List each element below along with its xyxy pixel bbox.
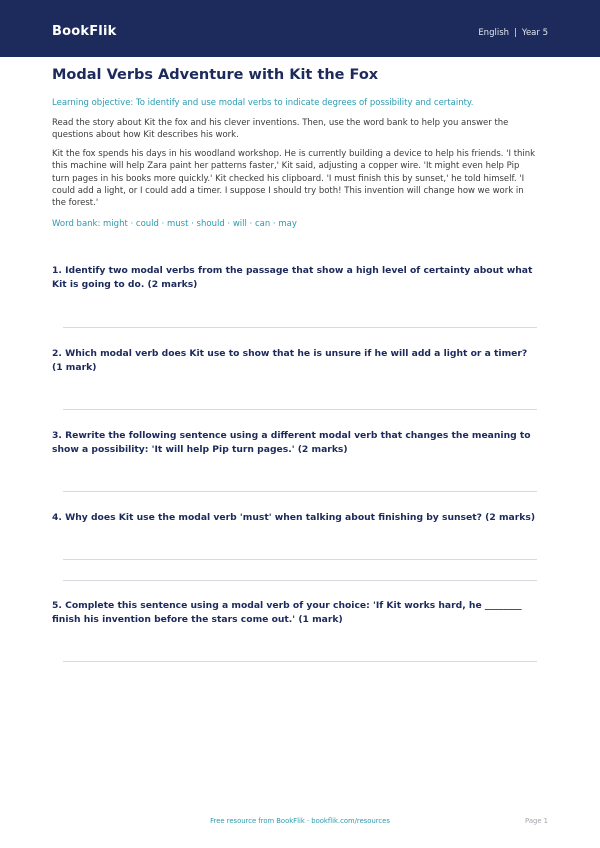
- question-5: 5. Complete this sentence using a modal verb of your choice: 'If Kit works hard, he ________ finish his invention before the stars come out.' (1 mark): [52, 600, 522, 625]
- worksheet-body: [52, 64, 538, 230]
- question-1: 1. Identify two modal verbs from the passage that show a high level of certainty about what Kit is going to do. (2 marks): [52, 265, 533, 290]
- page-footer: [0, 817, 600, 829]
- page-header: [0, 0, 600, 57]
- answer-line[interactable]: [63, 327, 537, 328]
- worksheet-title: Modal Verbs Adventure with Kit the Fox: [52, 67, 379, 83]
- story-passage: Kit the fox spends his days in his woodland workshop. He is currently building a device to help his friends. 'I think this machine will help Zara paint her patterns faster,' Kit said, adjusting a copper wire. 'It might even help Pip turn pages in his books more quickly.' Kit checked his clipboard. 'I must finish this by sunset,' he told himself. 'I could add a light, or I could add a timer. I suppose I should try both! This invention will change how we work in the forest.': [52, 148, 536, 209]
- word-bank: Word bank: might · could · must · should · will · can · may: [52, 218, 297, 229]
- answer-line[interactable]: [63, 559, 537, 560]
- year-label: Year 5: [521, 28, 548, 38]
- answer-line[interactable]: [63, 580, 537, 581]
- page-number: Page 1: [525, 817, 548, 825]
- learning-objective: Learning objective: To identify and use modal verbs to indicate degrees of possibility and certainty.: [52, 98, 474, 108]
- question-3: 3. Rewrite the following sentence using a different modal verb that changes the meaning to show a possibility: 'It will help Pip turn pages.' (2 marks): [52, 430, 531, 455]
- answer-line[interactable]: [63, 409, 537, 410]
- question-4: 4. Why does Kit use the modal verb 'must' when talking about finishing by sunset? (2 marks): [52, 512, 536, 523]
- subject-label: English: [478, 28, 510, 38]
- answer-line[interactable]: [63, 661, 537, 662]
- question-2: 2. Which modal verb does Kit use to show that he is unsure if he will add a light or a timer? (1 mark): [52, 348, 528, 373]
- subject-year-label: [478, 28, 548, 38]
- intro-instructions: Read the story about Kit the fox and his clever inventions. Then, use the word bank to help you answer the questions about how Kit describes his work.: [52, 118, 509, 141]
- brand-logo-text: BookFlik: [52, 24, 117, 39]
- answer-line[interactable]: [63, 491, 537, 492]
- meta-separator: |: [514, 28, 517, 38]
- footer-credit-link[interactable]: Free resource from BookFlik · bookflik.com/resources: [210, 817, 390, 825]
